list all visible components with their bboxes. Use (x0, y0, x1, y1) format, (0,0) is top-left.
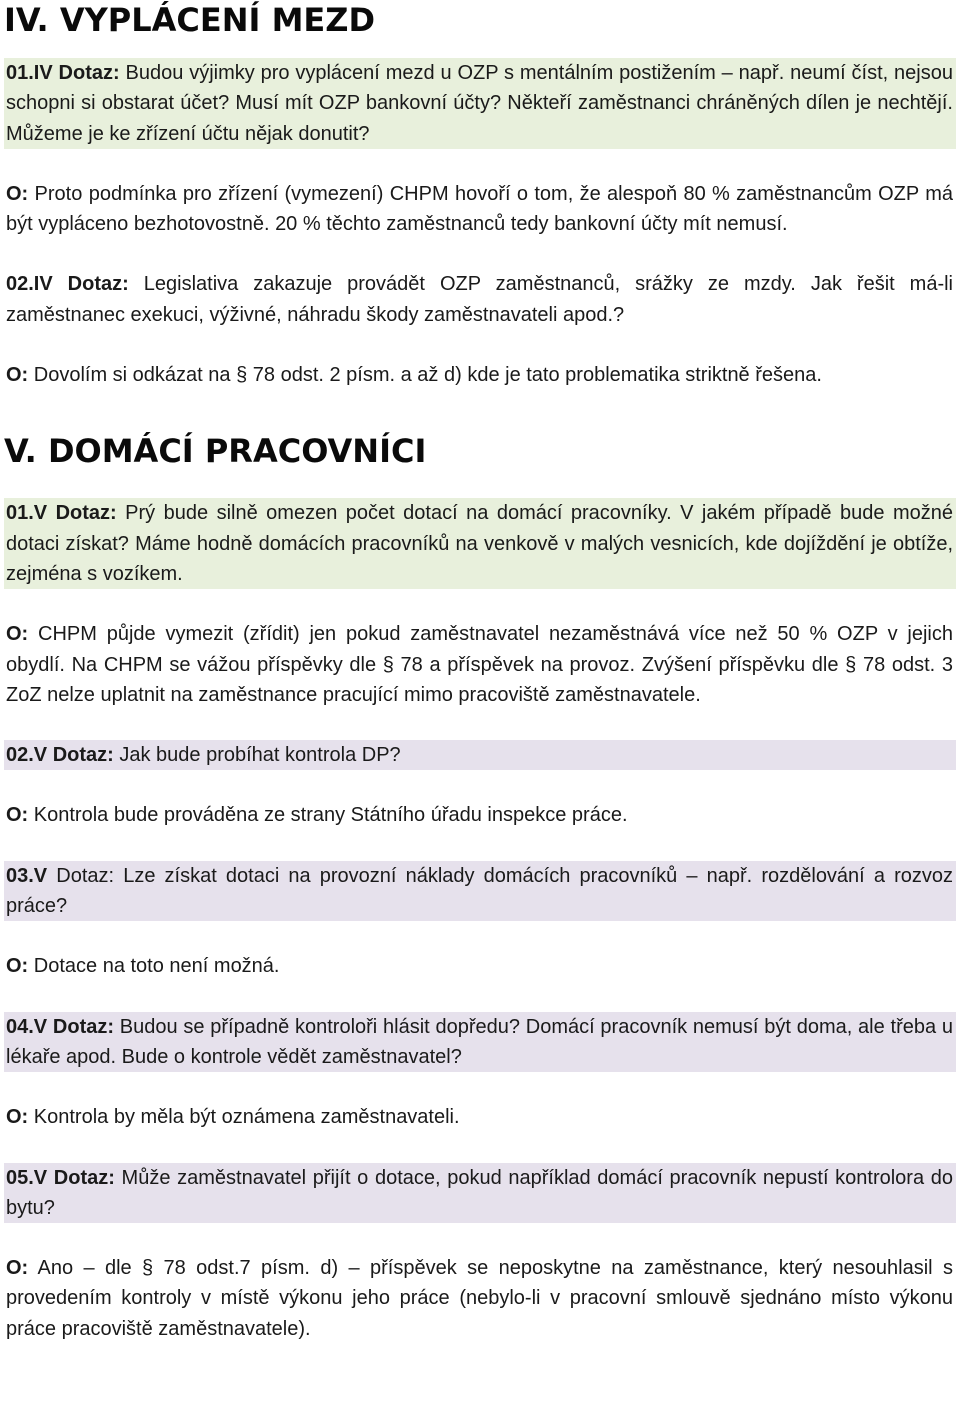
question-02-v (4, 740, 956, 770)
question-label: 05.V Dotaz: (6, 1166, 115, 1189)
answer-text: Dotace na toto není možná. (28, 955, 280, 978)
answer-04-v (4, 1102, 956, 1132)
answer-03-v (4, 951, 956, 981)
question-01-v (4, 498, 956, 589)
question-text: Budou výjimky pro vyplácení mezd u OZP s mentálním postižením – např. neumí číst, nejsou schopni si obstarat účet? Musí mít OZP bankovní účty? Někteří zaměstnanci chráněných dílen je nechtějí. Můžeme je ke zřízení účtu nějak donutit? (6, 62, 953, 145)
answer-text: Proto podmínka pro zřízení (vymezení) CHPM hovoří o tom, že alespoň 80 % zaměstnancům OZP má být vypláceno bezhotovostně. 20 % těchto zaměstnanců tedy bankovní účty mít nemusí. (6, 182, 953, 236)
question-05-v (4, 1163, 956, 1224)
answer-text: Kontrola bude prováděna ze strany Státního úřadu inspekce práce. (28, 804, 628, 827)
answer-text: CHPM půjde vymezit (zřídit) jen pokud zaměstnavatel nezaměstnává více než 50 % OZP v jejich obydlí. Na CHPM se vážou příspěvky dle § 78 a příspěvek na provoz. Zvýšení příspěvku dle § 78 odst. 3 ZoZ nelze uplatnit na zaměstnance pracující mimo pracoviště zaměstnavatele. (6, 623, 953, 706)
section-heading-iv: IV. VYPLÁCENÍ MEZD (4, 1, 376, 39)
answer-02-v (4, 800, 956, 830)
question-label: 02.V Dotaz: (6, 744, 114, 767)
answer-text: Ano – dle § 78 odst.7 písm. d) – příspěvek se neposkytne na zaměstnance, který nesouhlasil s provedením kontroly v místě výkonu jeho práce (nebylo-li v pracovní smlouvě sjednáno místo výkonu práce pracoviště zaměstnavatele). (6, 1257, 953, 1340)
question-label: 04.V Dotaz: (6, 1015, 115, 1038)
answer-01-v (4, 619, 956, 710)
question-label: 03.V (6, 864, 48, 887)
question-04-v (4, 1012, 956, 1073)
question-text: Může zaměstnavatel přijít o dotace, pokud například domácí pracovník nepustí kontrolora do bytu? (6, 1166, 953, 1219)
answer-01-iv (4, 179, 956, 240)
answer-label: O: (6, 182, 29, 205)
answer-02-iv (4, 360, 956, 390)
answer-label: O: (6, 1106, 29, 1129)
question-text: Jak bude probíhat kontrola DP? (113, 744, 401, 767)
answer-05-v (4, 1253, 956, 1344)
answer-label: O: (6, 364, 29, 387)
question-label: 01.V Dotaz: (6, 502, 117, 525)
section-heading-v: V. DOMÁCÍ PRACOVNÍCI (4, 432, 427, 471)
answer-label: O: (6, 804, 29, 827)
answer-label: O: (6, 623, 29, 646)
answer-label: O: (6, 955, 29, 978)
question-text: Prý bude silně omezen počet dotací na domácí pracovníky. V jakém případě bude možné dotaci získat? Máme hodně domácích pracovníků na venkově v malých vesnicích, kde dojíždění je obtíže, zejména s vozíkem. (6, 502, 953, 585)
question-02-iv (4, 269, 956, 330)
question-text: Budou se případně kontroloři hlásit dopředu? Domácí pracovník nemusí být doma, ale třeba u lékaře apod. Bude o kontrole vědět zaměstnavatel? (6, 1015, 953, 1068)
answer-label: O: (6, 1257, 29, 1280)
question-text: Legislativa zakazuje provádět OZP zaměstnanců, srážky ze mzdy. Jak řešit má-li zaměstnanec exekuci, výživné, náhradu škody zaměstnavateli apod.? (6, 273, 954, 326)
question-01-iv (4, 58, 956, 149)
question-03-v (4, 861, 956, 922)
question-label: 01.IV Dotaz: (6, 62, 120, 84)
question-text: Dotaz: Lze získat dotaci na provozní náklady domácích pracovníků – např. rozdělování a rozvoz práce? (6, 864, 953, 918)
answer-text: Dovolím si odkázat na § 78 odst. 2 písm. a až d) kde je tato problematika striktně řešena. (28, 364, 822, 387)
question-label: 02.IV Dotaz: (6, 273, 129, 296)
answer-text: Kontrola by měla být oznámena zaměstnavateli. (28, 1106, 460, 1129)
